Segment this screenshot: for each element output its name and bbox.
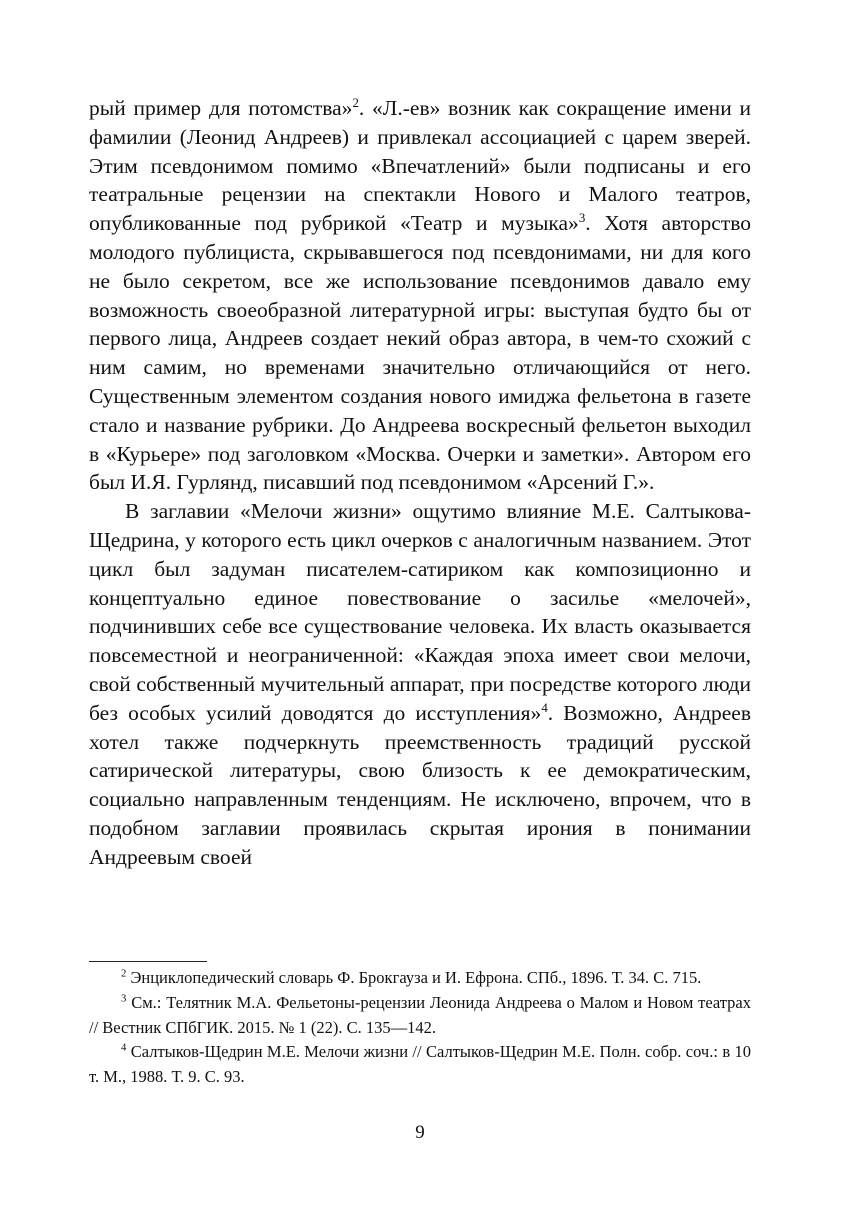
- footnote-number: 4: [121, 1041, 127, 1054]
- paragraph-2-text-a: В заглавии «Мелочи жизни» ощутимо влияние М.Е. Салтыкова-Щедрина, у которого есть цикл очерков с аналогичным названием. Этот цикл был задуман писателем-сатириком как композиционно и концептуально единое повествование о засилье «мелочей», подчинивших себе все существование человека. Их власть оказывается повсеместной и неограниченной: «Каждая эпоха имеет свои мелочи, свой собственный мучительный аппарат, при посредстве которого люди без особых усилий доводятся до исступления»: [89, 499, 751, 725]
- paragraph-1: [89, 94, 751, 497]
- footnote-text: См.: Телятник М.А. Фельетоны-рецензии Леонида Андреева о Малом и Новом театрах // Вестник СПбГИК. 2015. № 1 (22). С. 135—142.: [89, 992, 751, 1037]
- footnote-number: 2: [121, 967, 127, 980]
- paragraph-2-text-b: . Возможно, Андреев хотел также подчеркнуть преемственность традиций русской сатирической литературы, свою близость к ее демократическим, социально направленным тенденциям. Не исключено, впрочем, что в подобном заглавии проявилась скрытая ирония в понимании Андреевым своей: [89, 700, 751, 869]
- footnote-ref-3[interactable]: 3: [578, 211, 586, 226]
- footnote-number: 3: [121, 992, 127, 1005]
- paragraph-1-text-c: . Хотя авторство молодого публициста, скрывавшегося под псевдонимами, ни для кого не было секретом, все же использование псевдонимов давало ему возможность своеобразной литературной игры: выступая будто бы от первого лица, Андреев создает некий образ автора, в чем-то схожий с ним самим, но временами значительно отличающийся от него. Существенным элементом создания нового имиджа фельетона в газете стало и название рубрики. До Андреева воскресный фельетон выходил в «Курьере» под заголовком «Москва. Очерки и заметки». Автором его был И.Я. Гурлянд, писавший под псевдонимом «Арсений Г.».: [89, 211, 751, 495]
- footnote-text: Салтыков-Щедрин М.Е. Мелочи жизни // Салтыков-Щедрин М.Е. Полн. собр. соч.: в 10 т. М., 1988. Т. 9. С. 93.: [89, 1042, 751, 1087]
- paragraph-2: [89, 497, 751, 871]
- footnotes: [89, 966, 751, 1090]
- page-number: 9: [415, 1122, 425, 1143]
- main-text: [89, 94, 751, 872]
- footnote-separator: [89, 961, 207, 962]
- footnote-ref-2[interactable]: 2: [352, 95, 359, 110]
- footnote-3: [89, 991, 751, 1041]
- footnote-2: [89, 966, 751, 991]
- paragraph-1-text-b: . «Л.-ев» возник как сокращение имени и фамилии (Леонид Андреев) и привлекал ассоциацией с царем зверей. Этим псевдонимом помимо «Впечатлений» были подписаны и его театральные рецензии на спектакли Нового и Малого театров, опубликованные под рубрикой «Театр и музыка»: [89, 96, 751, 236]
- paragraph-1-text-a: рый пример для потомства»: [89, 96, 353, 120]
- footnote-text: Энциклопедический словарь Ф. Брокгауза и И. Ефрона. СПб., 1896. Т. 34. С. 715.: [126, 968, 702, 987]
- footnote-4: [89, 1040, 751, 1090]
- footnote-ref-4[interactable]: 4: [541, 700, 548, 715]
